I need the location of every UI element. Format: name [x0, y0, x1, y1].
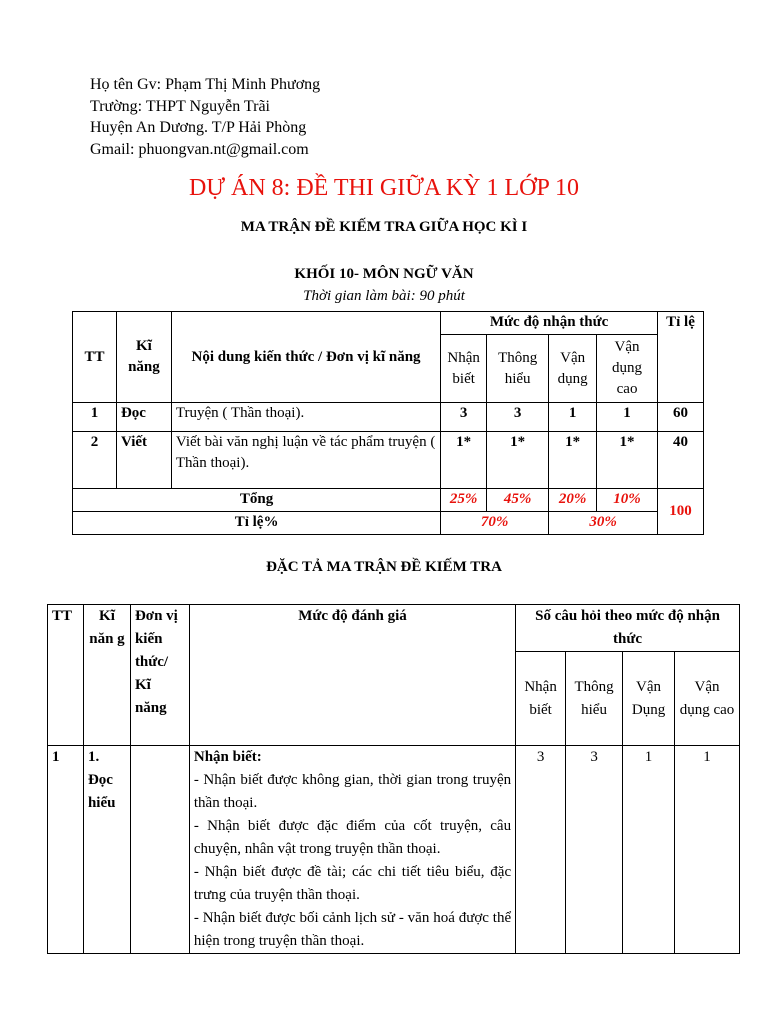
- row-skill: Đọc: [116, 403, 171, 432]
- header-skill: Kĩ năng: [116, 312, 171, 403]
- row-value: 1: [623, 746, 675, 954]
- eval-heading: Nhận biết:: [193, 749, 262, 765]
- header-level: Mức độ nhận thức: [441, 312, 658, 335]
- document-title: DỰ ÁN 8: ĐỀ THI GIỮA KỲ 1 LỚP 10: [189, 175, 579, 201]
- total-label: Tổng: [73, 489, 441, 512]
- row-value: 3: [516, 746, 566, 954]
- row-value: 1*: [487, 432, 549, 489]
- eval-line: - Nhận biết được bối cảnh lịch sử - văn hoá được thể hiện trong truyện thần thoại.: [193, 910, 512, 949]
- email: Gmail: phuongvan.nt@gmail.com: [90, 140, 309, 158]
- total-value: 45%: [487, 489, 549, 512]
- row-value: 3: [441, 403, 487, 432]
- level-recognize: Nhận biết: [441, 335, 487, 403]
- row-value: 3: [566, 746, 623, 954]
- ratio-row: [73, 512, 704, 535]
- table-row: [73, 403, 704, 432]
- table-row: [48, 746, 740, 954]
- ratio-label: Tỉ lệ%: [73, 512, 441, 535]
- header-skill: Kĩ năn g: [83, 605, 130, 746]
- level-understand: Thông hiểu: [487, 335, 549, 403]
- grade-subject: KHỐI 10- MÔN NGỮ VĂN: [294, 266, 474, 282]
- row-eval: [189, 746, 515, 954]
- header-tt: TT: [73, 312, 117, 403]
- eval-line: - Nhận biết được không gian, thời gian trong truyện thần thoại.: [193, 772, 512, 811]
- header-count: Số câu hỏi theo mức độ nhận thức: [516, 605, 740, 652]
- row-skill: Viết: [116, 432, 171, 489]
- row-value: 1*: [441, 432, 487, 489]
- row-tt: 1: [73, 403, 117, 432]
- matrix-table: [72, 311, 704, 535]
- row-unit: [130, 746, 189, 954]
- district-name: Huyện An Dương. T/P Hải Phòng: [90, 119, 307, 136]
- header-ratio: Tỉ lệ: [658, 312, 704, 403]
- eval-line: - Nhận biết được đặc điểm của cốt truyện, câu chuyện, nhân vật trong truyện thần thoại.: [193, 818, 512, 857]
- level-apply-high: Vận dụng cao: [675, 652, 740, 746]
- row-tt: 1: [48, 746, 84, 954]
- header-tt: TT: [48, 605, 84, 746]
- teacher-name: Họ tên Gv: Phạm Thị Minh Phương: [90, 76, 321, 93]
- row-ratio: 60: [658, 403, 704, 432]
- header-content: Nội dung kiến thức / Đơn vị kĩ năng: [171, 312, 440, 403]
- row-value: 3: [487, 403, 549, 432]
- row-value: 1*: [597, 432, 658, 489]
- level-apply: Vận dụng: [549, 335, 597, 403]
- row-value: 1*: [549, 432, 597, 489]
- row-ratio: 40: [658, 432, 704, 489]
- ratio-value: 30%: [549, 512, 658, 535]
- level-understand: Thông hiểu: [566, 652, 623, 746]
- row-content: Truyện ( Thần thoại).: [171, 403, 440, 432]
- author-info: [90, 74, 320, 160]
- school-name: Trường: THPT Nguyễn Trãi: [90, 97, 270, 115]
- table-row: [73, 432, 704, 489]
- row-skill: 1. Đọc hiểu: [83, 746, 130, 954]
- row-value: 1: [675, 746, 740, 954]
- total-value: 25%: [441, 489, 487, 512]
- ratio-value: 70%: [441, 512, 549, 535]
- matrix-title: MA TRẬN ĐỀ KIẾM TRA GIỮA HỌC KÌ I: [240, 219, 528, 235]
- level-apply-high: Vận dụng cao: [597, 335, 658, 403]
- spec-title: ĐẶC TẢ MA TRẬN ĐỀ KIẾM TRA: [266, 559, 502, 575]
- total-value: 10%: [597, 489, 658, 512]
- row-value: 1: [597, 403, 658, 432]
- header-eval: Mức độ đánh giá: [189, 605, 515, 746]
- row-tt: 2: [73, 432, 117, 489]
- header-unit: Đơn vị kiến thức/ Kĩ năng: [130, 605, 189, 746]
- eval-line: - Nhận biết được đề tài; các chi tiết tiêu biểu, đặc trưng của truyện thần thoại.: [193, 864, 512, 903]
- total-row: [73, 489, 704, 512]
- level-apply: Vận Dụng: [623, 652, 675, 746]
- level-recognize: Nhận biết: [516, 652, 566, 746]
- total-ratio: 100: [658, 489, 704, 535]
- spec-table: [47, 604, 740, 954]
- row-value: 1: [549, 403, 597, 432]
- total-value: 20%: [549, 489, 597, 512]
- row-content: Viết bài văn nghị luận về tác phẩm truyện ( Thần thoại).: [171, 432, 440, 489]
- exam-time: Thời gian làm bài: 90 phút: [303, 288, 465, 304]
